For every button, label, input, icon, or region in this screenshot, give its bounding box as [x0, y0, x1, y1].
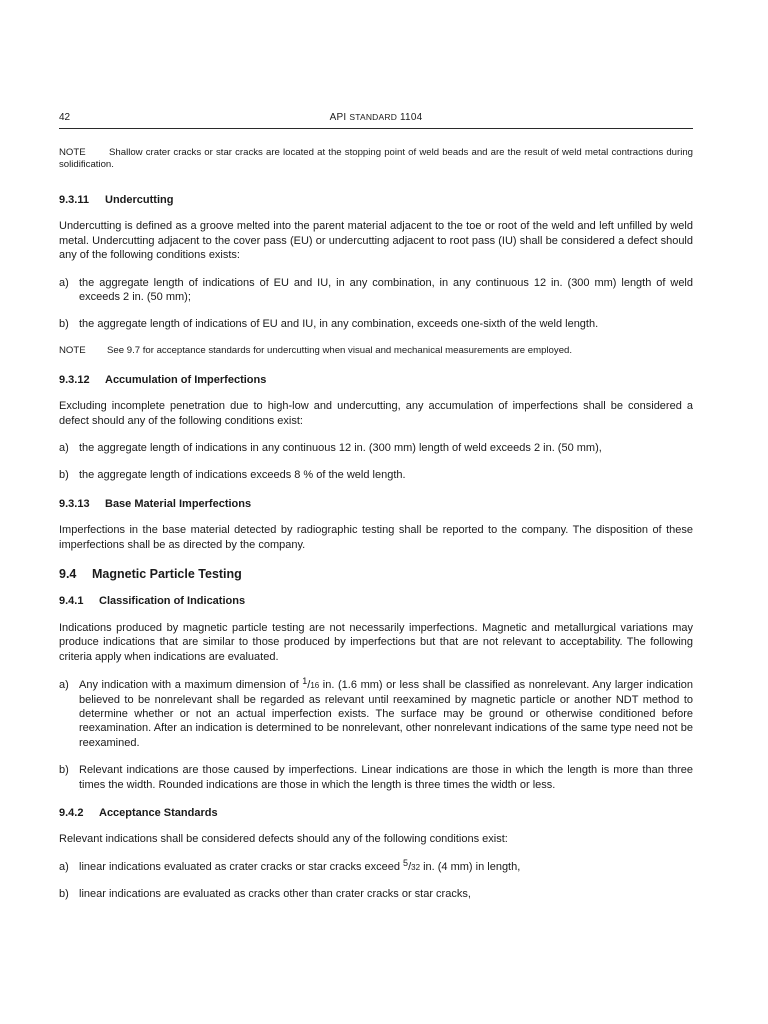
heading-9-3-13: 9.3.13 Base Material Imperfections	[59, 497, 252, 510]
page-header	[59, 110, 693, 129]
list-item-classification-a: a) Any indication with a maximum dimension of $^1$/16 in. (1.6 mm) or less shall be classified as nonrelevant. Any larger indication believed to be nonrelevant shall be regarded as relevant until reexamined by magnetic particle or another NDT method to determine whether or not an actual imperfection exists. The surface may be ground or otherwise conditioned before reexamination. After an indication is determined to be nonrelevant, other nonrelevant indications of the same type need not be reexamined.	[59, 676, 694, 749]
list-item-acceptance-b: b) linear indications are evaluated as cracks other than crater cracks or star cracks,	[59, 888, 471, 901]
standard-title: API STANDARD 1104	[329, 112, 423, 123]
note-crater-cracks: NOTE Shallow crater cracks or star cracks are located at the stopping point of weld beads and are the result of weld metal contractions during solidification.	[59, 147, 693, 170]
list-item-acceptance-a: a) linear indications evaluated as crater cracks or star cracks exceed $^5$/32 in. (4 mm) in length,	[59, 857, 521, 873]
paragraph-base-material: Imperfections in the base material detected by radiographic testing shall be reported to the company. The disposition of these imperfections shall be as directed by the company.	[59, 524, 693, 551]
list-item-classification-b: b) Relevant indications are those caused by imperfections. Linear indications are those in which the length is more than three times the width. Rounded indications are those in which the length is three times the width or less.	[59, 764, 693, 791]
page-number: 42	[59, 112, 71, 123]
page-content	[59, 147, 693, 902]
fraction-5-32: $^5$/32	[403, 857, 421, 873]
list-item-accum-b: b) the aggregate length of indications exceeds 8 % of the weld length.	[59, 469, 406, 482]
list-item-undercut-b: b) the aggregate length of indications of EU and IU, in any combination, exceeds one-sixth of the weld length.	[59, 318, 599, 331]
fraction-1-16: $^1$/16	[302, 676, 320, 692]
paragraph-undercutting: Undercutting is defined as a groove melted into the parent material adjacent to the toe or root of the weld and left unfilled by weld metal. Undercutting adjacent to the cover pass (EU) or undercutting adjacent to root pass (IU) shall be considered a defect should any of the following conditions exists:	[59, 220, 693, 262]
paragraph-accumulation: Excluding incomplete penetration due to high-low and undercutting, any accumulation of imperfections shall be considered a defect should any of the following conditions exist:	[59, 400, 693, 427]
paragraph-classification: Indications produced by magnetic particle testing are not necessarily imperfections. Magnetic and metallurgical variations may produce indications that are similar to those produced by imperfections but that are not relevant to acceptability. The following criteria apply when indications are evaluated.	[59, 621, 693, 663]
heading-9-3-12: 9.3.12 Accumulation of Imperfections	[59, 373, 267, 386]
list-item-undercut-a: a) the aggregate length of indications of EU and IU, in any combination, in any continuous 12 in. (300 mm) length of weld exceeds 2 in. (50 mm);	[59, 276, 693, 304]
heading-9-3-11: 9.3.11 Undercutting	[59, 194, 174, 206]
list-item-accum-a: a) the aggregate length of indications in any continuous 12 in. (300 mm) length of weld exceeds 2 in. (50 mm),	[59, 442, 602, 455]
heading-9-4: 9.4 Magnetic Particle Testing	[59, 567, 242, 582]
heading-9-4-1: 9.4.1 Classification of Indications	[59, 594, 246, 607]
note-undercut-standards: NOTE See 9.7 for acceptance standards for undercutting when visual and mechanical measurements are employed.	[59, 344, 573, 356]
paragraph-acceptance: Relevant indications shall be considered defects should any of the following conditions exist:	[59, 833, 508, 846]
heading-9-4-2: 9.4.2 Acceptance Standards	[59, 806, 218, 819]
